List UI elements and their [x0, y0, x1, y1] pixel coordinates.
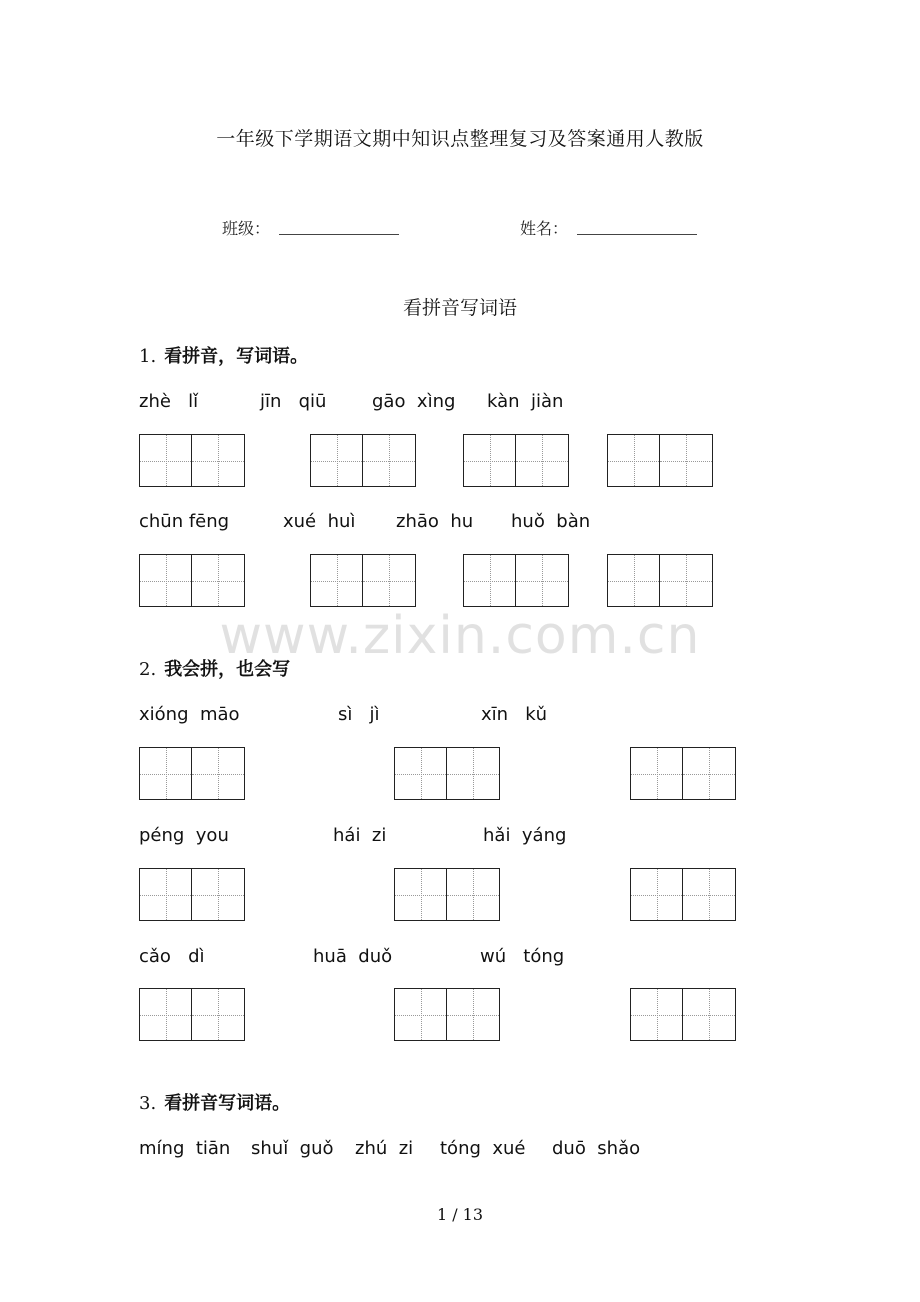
pinyin-q1-1: zhè lǐ — [139, 391, 199, 412]
name-label: 姓名： — [520, 219, 569, 238]
question-1-number: 1. — [139, 346, 157, 367]
writing-box[interactable] — [630, 988, 736, 1041]
writing-box[interactable] — [607, 554, 713, 607]
pinyin-q2-3: xīn kǔ — [481, 704, 548, 725]
writing-box[interactable] — [310, 554, 416, 607]
writing-box[interactable] — [394, 988, 500, 1041]
writing-box[interactable] — [463, 554, 569, 607]
writing-box[interactable] — [139, 434, 245, 487]
pinyin-q2-5: hái zi — [333, 825, 387, 846]
writing-box[interactable] — [607, 434, 713, 487]
writing-box[interactable] — [630, 868, 736, 921]
question-3-heading — [139, 1089, 290, 1115]
pinyin-q3-5: duō shǎo — [552, 1138, 641, 1159]
writing-box[interactable] — [139, 868, 245, 921]
question-2-number: 2. — [139, 659, 157, 680]
pinyin-q1-4: kàn jiàn — [487, 391, 564, 412]
pinyin-q3-1: míng tiān — [139, 1138, 231, 1159]
question-2-text: 我会拼，也会写 — [164, 659, 291, 680]
pinyin-q2-6: hǎi yáng — [483, 825, 567, 846]
pinyin-q2-2: sì jì — [338, 704, 380, 725]
pinyin-q3-4: tóng xué — [440, 1138, 526, 1159]
section-title: 看拼音写词语 — [402, 297, 517, 319]
name-field[interactable] — [577, 234, 697, 235]
pinyin-q1-3: gāo xìng — [372, 391, 456, 412]
page-number: 1 / 13 — [436, 1205, 484, 1224]
pinyin-q3-3: zhú zi — [355, 1138, 414, 1159]
pinyin-q2-7: cǎo dì — [139, 946, 205, 967]
question-1-text: 看拼音，写词语。 — [164, 346, 309, 367]
pinyin-q1-8: huǒ bàn — [511, 511, 591, 532]
pinyin-q2-8: huā duǒ — [313, 946, 393, 967]
watermark: www.zixin.com.cn — [219, 606, 701, 666]
writing-box[interactable] — [139, 747, 245, 800]
question-3-text: 看拼音写词语。 — [164, 1093, 291, 1114]
pinyin-q1-6: xué huì — [283, 511, 356, 532]
pinyin-q3-2: shuǐ guǒ — [251, 1138, 334, 1159]
pinyin-q2-9: wú tóng — [480, 946, 565, 967]
pinyin-q1-2: jīn qiū — [260, 391, 327, 412]
pinyin-q2-4: péng you — [139, 825, 229, 846]
pinyin-q1-7: zhāo hu — [396, 511, 474, 532]
question-3-number: 3. — [139, 1093, 157, 1114]
pinyin-q1-5: chūn fēng — [139, 511, 230, 532]
pinyin-q2-1: xióng māo — [139, 704, 240, 725]
writing-box[interactable] — [630, 747, 736, 800]
class-label: 班级： — [222, 219, 271, 238]
writing-box[interactable] — [463, 434, 569, 487]
class-field[interactable] — [279, 234, 399, 235]
document-title: 一年级下学期语文期中知识点整理复习及答案通用人教版 — [216, 128, 704, 150]
writing-box[interactable] — [139, 988, 245, 1041]
writing-box[interactable] — [394, 868, 500, 921]
question-2-heading — [139, 655, 290, 681]
question-1-heading — [139, 342, 308, 368]
writing-box[interactable] — [394, 747, 500, 800]
writing-box[interactable] — [139, 554, 245, 607]
writing-box[interactable] — [310, 434, 416, 487]
